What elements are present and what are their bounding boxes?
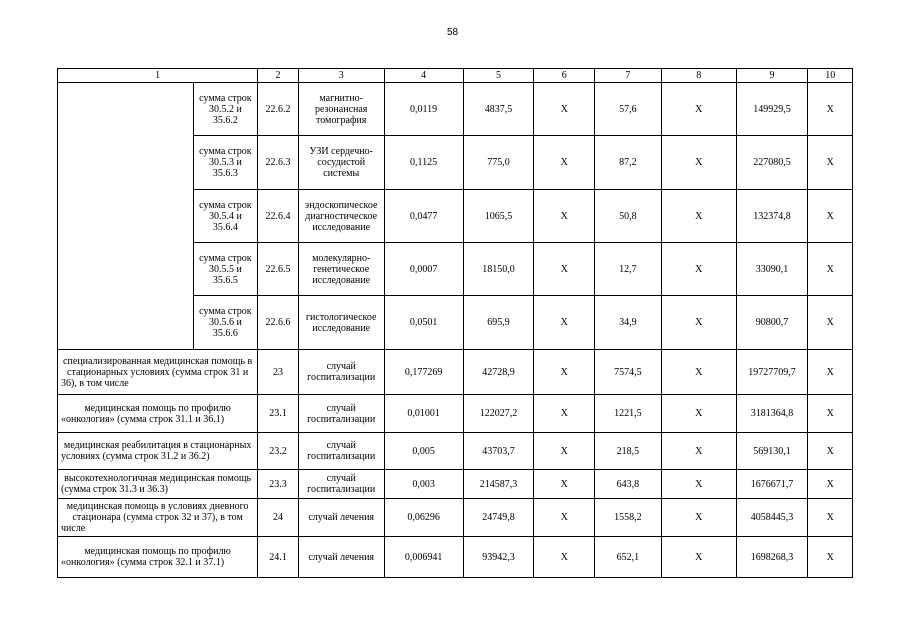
- value-cell: 775,0: [463, 136, 534, 190]
- value-cell: Х: [534, 296, 595, 350]
- value-cell: Х: [534, 470, 595, 499]
- value-cell: Х: [661, 136, 736, 190]
- value-cell: 227080,5: [736, 136, 808, 190]
- value-cell: Х: [808, 433, 853, 470]
- value-cell: 214587,3: [463, 470, 534, 499]
- table-row: [58, 296, 853, 350]
- value-cell: 7574,5: [595, 350, 662, 395]
- value-cell: 50,8: [595, 190, 662, 243]
- page-number: 58: [446, 27, 459, 38]
- header-cell: 8: [661, 69, 736, 83]
- value-cell: Х: [808, 83, 853, 136]
- value-cell: Х: [808, 470, 853, 499]
- table-row: [58, 136, 853, 190]
- value-cell: Х: [661, 83, 736, 136]
- unit-cell: гистологическое исследование: [298, 296, 384, 350]
- table-row: [58, 470, 853, 499]
- value-cell: Х: [661, 350, 736, 395]
- header-cell: 10: [808, 69, 853, 83]
- unit-cell: случай лечения: [298, 499, 384, 537]
- value-cell: 1065,5: [463, 190, 534, 243]
- code-cell: 24.1: [258, 537, 298, 578]
- row-label: специализированная медицинская помощь в стационарных условиях (сумма строк 31 и 36), в том числе: [58, 350, 258, 395]
- value-cell: 18150,0: [463, 243, 534, 296]
- header-cell: 1: [58, 69, 258, 83]
- unit-cell: случай госпитализации: [298, 470, 384, 499]
- header-cell: 7: [595, 69, 662, 83]
- empty-cell: [58, 243, 194, 296]
- data-table: [57, 68, 853, 578]
- value-cell: Х: [534, 395, 595, 433]
- value-cell: Х: [808, 296, 853, 350]
- value-cell: Х: [808, 537, 853, 578]
- value-cell: 0,0501: [384, 296, 463, 350]
- value-cell: 643,8: [595, 470, 662, 499]
- value-cell: 0,006941: [384, 537, 463, 578]
- value-cell: 3181364,8: [736, 395, 808, 433]
- value-cell: Х: [534, 243, 595, 296]
- table-row: [58, 499, 853, 537]
- value-cell: Х: [661, 395, 736, 433]
- value-cell: 12,7: [595, 243, 662, 296]
- row-label: медицинская помощь по профилю «онкология» (сумма строк 31.1 и 36.1): [58, 395, 258, 433]
- value-cell: 0,003: [384, 470, 463, 499]
- value-cell: Х: [534, 499, 595, 537]
- value-cell: 1676671,7: [736, 470, 808, 499]
- value-cell: Х: [661, 433, 736, 470]
- value-cell: Х: [661, 537, 736, 578]
- value-cell: 1558,2: [595, 499, 662, 537]
- table-row: [58, 83, 853, 136]
- value-cell: Х: [808, 395, 853, 433]
- sum-cell: сумма строк 30.5.4 и 35.6.4: [193, 190, 258, 243]
- value-cell: 0,1125: [384, 136, 463, 190]
- sum-cell: сумма строк 30.5.6 и 35.6.6: [193, 296, 258, 350]
- code-cell: 23.1: [258, 395, 298, 433]
- unit-cell: случай госпитализации: [298, 350, 384, 395]
- value-cell: 0,0477: [384, 190, 463, 243]
- value-cell: 24749,8: [463, 499, 534, 537]
- empty-cell: [58, 296, 194, 350]
- value-cell: Х: [808, 190, 853, 243]
- code-cell: 22.6.6: [258, 296, 298, 350]
- value-cell: Х: [808, 499, 853, 537]
- header-cell: 5: [463, 69, 534, 83]
- code-cell: 24: [258, 499, 298, 537]
- value-cell: Х: [534, 83, 595, 136]
- value-cell: Х: [534, 136, 595, 190]
- unit-cell: эндоскопическое диагностическое исследование: [298, 190, 384, 243]
- value-cell: Х: [661, 296, 736, 350]
- empty-cell: [58, 190, 194, 243]
- value-cell: 1221,5: [595, 395, 662, 433]
- header-cell: 4: [384, 69, 463, 83]
- value-cell: 87,2: [595, 136, 662, 190]
- value-cell: Х: [808, 243, 853, 296]
- value-cell: 0,01001: [384, 395, 463, 433]
- value-cell: 33090,1: [736, 243, 808, 296]
- header-cell: 2: [258, 69, 298, 83]
- sum-cell: сумма строк 30.5.3 и 35.6.3: [193, 136, 258, 190]
- code-cell: 22.6.4: [258, 190, 298, 243]
- value-cell: 695,9: [463, 296, 534, 350]
- value-cell: 122027,2: [463, 395, 534, 433]
- table-row: [58, 243, 853, 296]
- code-cell: 23.3: [258, 470, 298, 499]
- unit-cell: магнитно-резонансная томография: [298, 83, 384, 136]
- sum-cell: сумма строк 30.5.2 и 35.6.2: [193, 83, 258, 136]
- value-cell: 57,6: [595, 83, 662, 136]
- value-cell: Х: [534, 537, 595, 578]
- row-label: высокотехнологичная медицинская помощь (сумма строк 31.3 и 36.3): [58, 470, 258, 499]
- value-cell: Х: [661, 190, 736, 243]
- value-cell: 93942,3: [463, 537, 534, 578]
- value-cell: Х: [661, 243, 736, 296]
- empty-cell: [58, 136, 194, 190]
- unit-cell: молекулярно-генетическое исследование: [298, 243, 384, 296]
- table-row: [58, 350, 853, 395]
- unit-cell: случай госпитализации: [298, 433, 384, 470]
- unit-cell: случай лечения: [298, 537, 384, 578]
- value-cell: 132374,8: [736, 190, 808, 243]
- empty-cell: [58, 83, 194, 136]
- code-cell: 23: [258, 350, 298, 395]
- header-cell: 6: [534, 69, 595, 83]
- value-cell: Х: [808, 350, 853, 395]
- value-cell: 90800,7: [736, 296, 808, 350]
- code-cell: 22.6.3: [258, 136, 298, 190]
- value-cell: 0,177269: [384, 350, 463, 395]
- code-cell: 23.2: [258, 433, 298, 470]
- row-label: медицинская помощь по профилю «онкология» (сумма строк 32.1 и 37.1): [58, 537, 258, 578]
- value-cell: 0,06296: [384, 499, 463, 537]
- value-cell: Х: [534, 350, 595, 395]
- value-cell: 569130,1: [736, 433, 808, 470]
- value-cell: Х: [661, 470, 736, 499]
- code-cell: 22.6.5: [258, 243, 298, 296]
- value-cell: 0,0119: [384, 83, 463, 136]
- value-cell: Х: [661, 499, 736, 537]
- header-cell: 3: [298, 69, 384, 83]
- sum-cell: сумма строк 30.5.5 и 35.6.5: [193, 243, 258, 296]
- unit-cell: УЗИ сердечно-сосудистой системы: [298, 136, 384, 190]
- row-label: медицинская помощь в условиях дневного стационара (сумма строк 32 и 37), в том числе: [58, 499, 258, 537]
- value-cell: 4837,5: [463, 83, 534, 136]
- value-cell: 19727709,7: [736, 350, 808, 395]
- value-cell: Х: [808, 136, 853, 190]
- value-cell: 149929,5: [736, 83, 808, 136]
- row-label: медицинская реабилитация в стационарных условиях (сумма строк 31.2 и 36.2): [58, 433, 258, 470]
- value-cell: 34,9: [595, 296, 662, 350]
- value-cell: 1698268,3: [736, 537, 808, 578]
- value-cell: 4058445,3: [736, 499, 808, 537]
- value-cell: 0,005: [384, 433, 463, 470]
- value-cell: Х: [534, 433, 595, 470]
- header-cell: 9: [736, 69, 808, 83]
- table-row: [58, 433, 853, 470]
- table-header-row: [58, 69, 853, 83]
- value-cell: 218,5: [595, 433, 662, 470]
- table-row: [58, 537, 853, 578]
- value-cell: 43703,7: [463, 433, 534, 470]
- value-cell: 0,0007: [384, 243, 463, 296]
- value-cell: 652,1: [595, 537, 662, 578]
- code-cell: 22.6.2: [258, 83, 298, 136]
- table-row: [58, 190, 853, 243]
- value-cell: 42728,9: [463, 350, 534, 395]
- table-row: [58, 395, 853, 433]
- value-cell: Х: [534, 190, 595, 243]
- unit-cell: случай госпитализации: [298, 395, 384, 433]
